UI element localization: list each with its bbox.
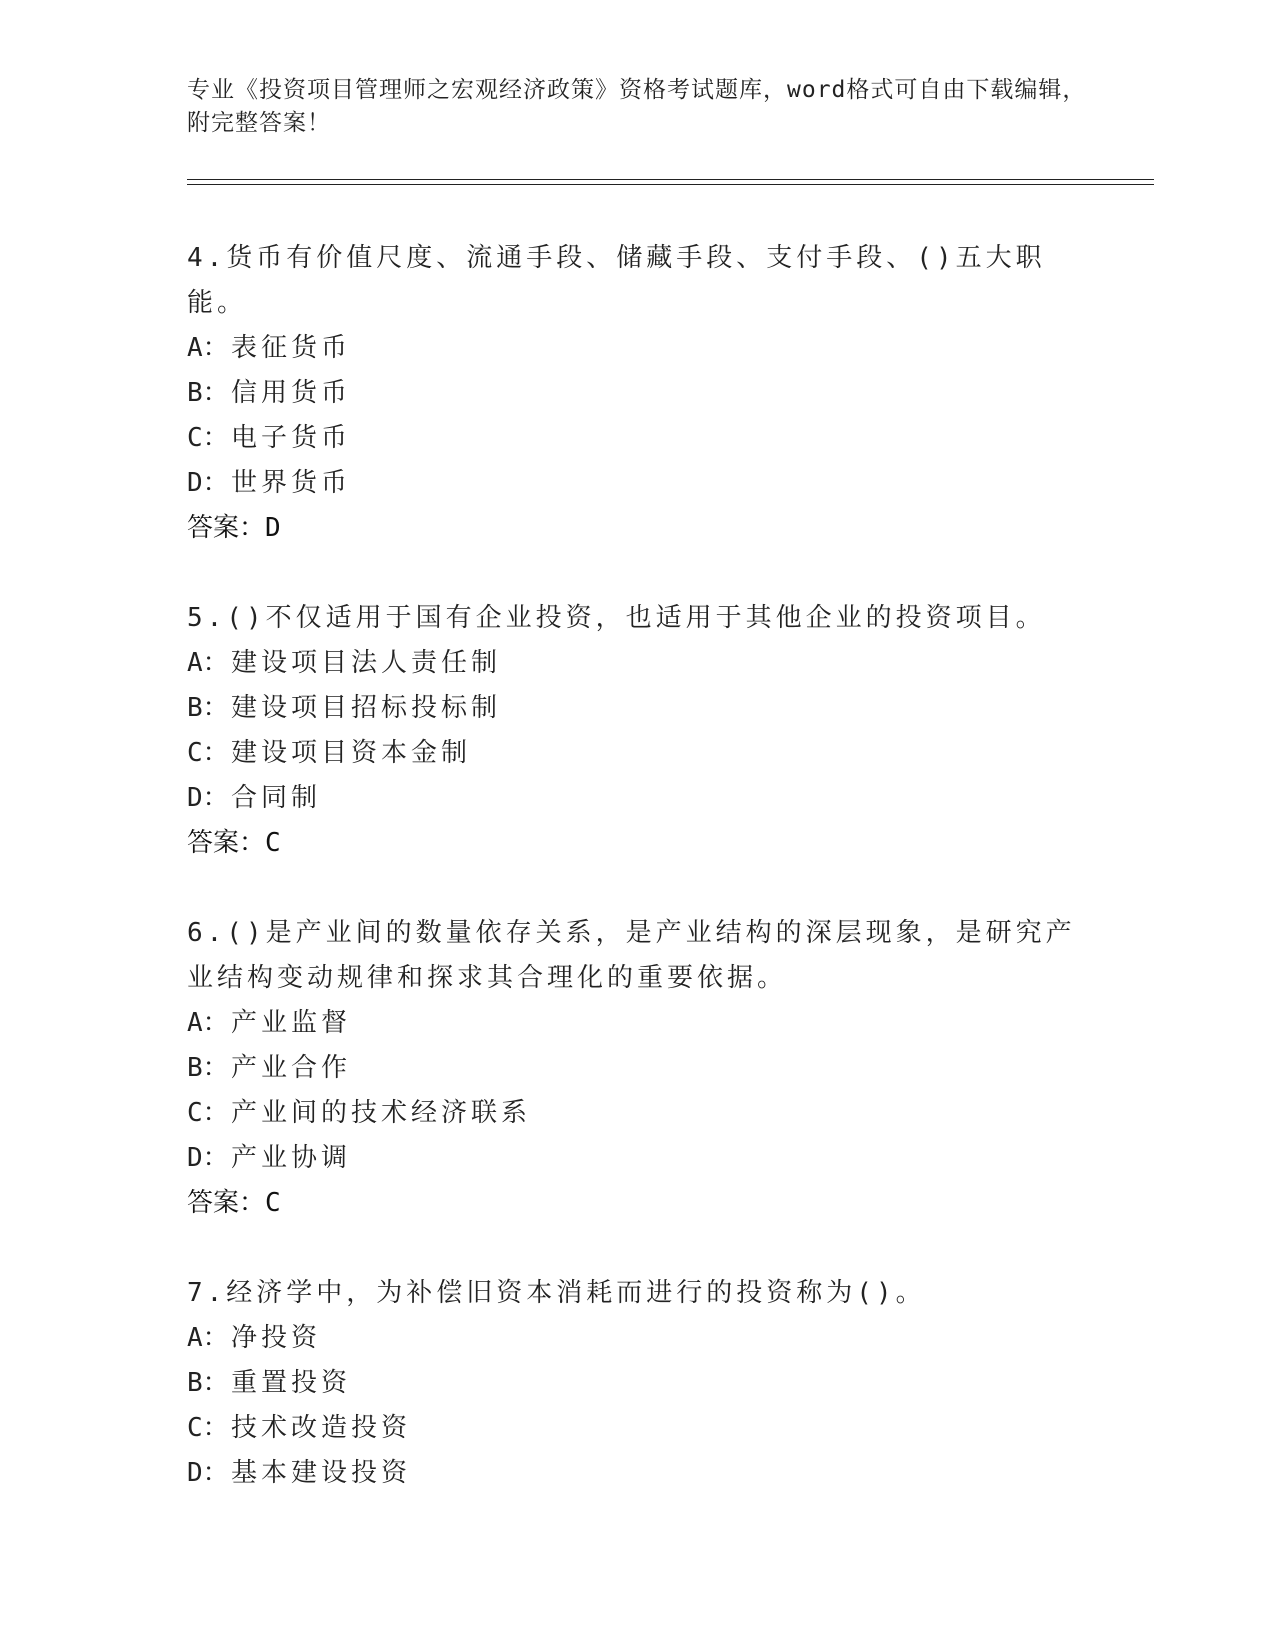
option-letter: A： — [187, 1008, 229, 1038]
option-b — [187, 1361, 1087, 1406]
option-letter: A： — [187, 333, 229, 363]
option-c — [187, 416, 1087, 461]
answer-label: 答案： — [187, 513, 266, 543]
answer-line — [187, 1181, 1087, 1226]
option-letter: B： — [187, 1053, 229, 1083]
option-text: 基本建设投资 — [231, 1458, 412, 1488]
option-d — [187, 776, 1087, 821]
option-letter: D： — [187, 783, 229, 813]
answer-line — [187, 821, 1087, 866]
question-item — [187, 1271, 1087, 1496]
option-letter: C： — [187, 423, 229, 453]
document-header: 专业《投资项目管理师之宏观经济政策》资格考试题库，word格式可自由下载编辑，附完整答案！ — [187, 77, 1087, 136]
option-letter: A： — [187, 1323, 229, 1353]
option-text: 信用货币 — [231, 378, 352, 408]
option-text: 电子货币 — [231, 423, 352, 453]
option-text: 表征货币 — [231, 333, 352, 363]
option-text: 产业合作 — [231, 1053, 352, 1083]
answer-label: 答案： — [187, 828, 266, 858]
option-a — [187, 326, 1087, 371]
question-item — [187, 911, 1087, 1226]
option-text: 重置投资 — [231, 1368, 352, 1398]
question-stem: 7.经济学中，为补偿旧资本消耗而进行的投资称为()。 — [187, 1278, 926, 1308]
question-list — [187, 236, 1087, 1541]
option-letter: D： — [187, 1143, 229, 1173]
answer-value: D — [265, 513, 281, 543]
option-c — [187, 1406, 1087, 1451]
option-letter: D： — [187, 1458, 229, 1488]
option-letter: B： — [187, 378, 229, 408]
option-d — [187, 1136, 1087, 1181]
option-text: 产业协调 — [231, 1143, 352, 1173]
question-stem: 5.()不仅适用于国有企业投资，也适用于其他企业的投资项目。 — [187, 603, 1046, 633]
option-a — [187, 1316, 1087, 1361]
option-b — [187, 1046, 1087, 1091]
question-item — [187, 596, 1087, 866]
question-stem: 4.货币有价值尺度、流通手段、储藏手段、支付手段、()五大职能。 — [187, 243, 1046, 318]
answer-line — [187, 506, 1087, 551]
option-c — [187, 1091, 1087, 1136]
option-d — [187, 461, 1087, 506]
answer-value: C — [265, 1188, 281, 1218]
option-a — [187, 1001, 1087, 1046]
option-letter: D： — [187, 468, 229, 498]
option-text: 产业间的技术经济联系 — [231, 1098, 532, 1128]
option-b — [187, 371, 1087, 416]
option-letter: C： — [187, 1098, 229, 1128]
option-text: 建设项目法人责任制 — [231, 648, 502, 678]
option-letter: B： — [187, 693, 229, 723]
answer-label: 答案： — [187, 1188, 266, 1218]
option-text: 建设项目招标投标制 — [231, 693, 502, 723]
option-letter: A： — [187, 648, 229, 678]
answer-value: C — [265, 828, 281, 858]
option-text: 世界货币 — [231, 468, 352, 498]
option-c — [187, 731, 1087, 776]
option-text: 建设项目资本金制 — [231, 738, 472, 768]
header-divider — [187, 179, 1154, 185]
option-letter: C： — [187, 738, 229, 768]
option-text: 净投资 — [231, 1323, 322, 1353]
option-letter: B： — [187, 1368, 229, 1398]
option-a — [187, 641, 1087, 686]
question-stem: 6.()是产业间的数量依存关系，是产业结构的深层现象，是研究产业结构变动规律和探求其合理化的重要依据。 — [187, 918, 1076, 993]
option-letter: C： — [187, 1413, 229, 1443]
option-d — [187, 1451, 1087, 1496]
option-text: 技术改造投资 — [231, 1413, 412, 1443]
question-item — [187, 236, 1087, 551]
option-b — [187, 686, 1087, 731]
option-text: 产业监督 — [231, 1008, 352, 1038]
option-text: 合同制 — [231, 783, 322, 813]
